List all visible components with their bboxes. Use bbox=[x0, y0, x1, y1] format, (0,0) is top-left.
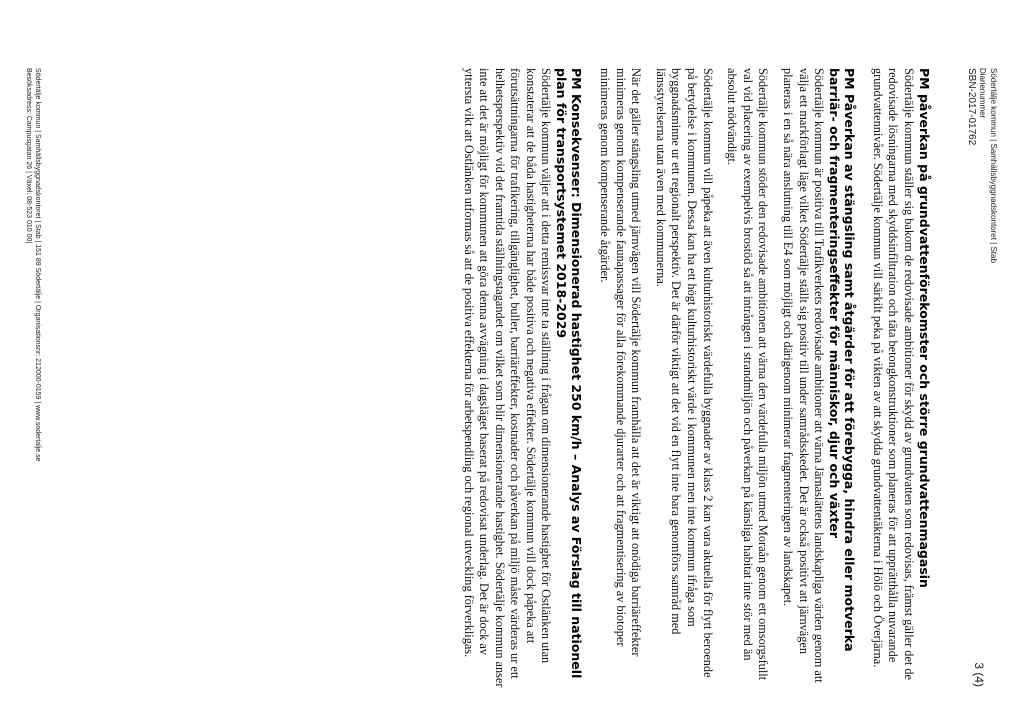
section-heading: PM Konsekvenser: Dimensionerad hastighet 250 km/h – Analys av Förslag till nationell plan för transportsystemet 2018-2029 bbox=[554, 68, 585, 679]
footer-visit-line: Besöksadress: Campusgatan 26 | Växel: 08-523 010 00| bbox=[25, 68, 32, 244]
page-number: 3 (4) bbox=[972, 662, 986, 687]
document-body bbox=[448, 68, 932, 688]
page-footer bbox=[24, 68, 42, 688]
paragraph: Södertälje kommun väljer att i detta remissvar inte ta ställning i frågan om dimensionerande hastighet för Ostlänken utan konstaterar att de båda hastigheterna har både positiva och negativa effekter. Södertälje kommun vill dock påpeka att förutsättningarna för trafikering, tillgänglighet, buller, barriäreffekter, kostnader och påverkan på miljö måste värderas ur ett helhetsperspektiv vid det framtida ställningstagandet om vilket som blir dimensionerande hastighet. Södertälje kommun anser inte att det är möjligt för kommunen att göra denna avvägning i dagsläget baserat på redovisat underlag. Det är dock av yttersta vikt att Ostlänken utformas så att de positiva effekterna för arbetspendling och regional utveckling förverkligas. bbox=[461, 68, 554, 688]
paragraph: Södertälje kommun stöder den redovisade ambitionen att värna den värdefulla miljön utmed Moraån genom ett omsorgsfullt val vid placering av exempelvis brostöd så att intrången i strandmiljön och påverkan på känsliga habitat inte stör med än absolut nödvändigt. bbox=[725, 68, 771, 681]
section-heading: PM påverkan på grundvattenförekomster och större grundvattenmagasin bbox=[917, 68, 932, 588]
paragraph: Södertälje kommun är positiva till Trafikverkets redovisade ambitioner att värna Järnaslättens landskapliga värden genom att välja ett markförlagt läge vilket Södertälje ställt sig positiv till under samrådsskedet. Det är också positivt att järnvägen planeras i en så nära anslutning till E4 som möjligt och därigenom minimerar fragmenteringen av landskapet. bbox=[781, 68, 827, 683]
diarienummer-label: Diarienummer bbox=[978, 68, 987, 119]
paragraph: Södertälje kommun ställer sig bakom de redovisade ambitioner för skydd av grundvatten som redovisas, främst gäller det de redovisade lösningarna med skyddsinfiltration och täta betongkonstruktioner som planeras för att upprätthålla nuvarande grundvattennivåer. Södertälje kommun vill särkilt peka på vikten av att skydda grundvattentäkterna i Hölö och Överjärna. bbox=[870, 68, 916, 680]
section-hastighet bbox=[460, 68, 585, 688]
header-organization: Södertälje kommun | Samhällsbyggnadskontoret | Stab bbox=[989, 68, 998, 263]
paragraph: När det gäller stängsling utmed järnvägen vill Södertälje kommun framhålla att det är viktigt att onödiga barriäreffekter minimeras genom kompenserande faunapassager för alla förekommande djurarter och att fragmentisering av biotoper minimeras genom kompenserande åtgärder. bbox=[598, 68, 644, 657]
section-grundvatten bbox=[869, 68, 932, 688]
diarienummer-value: SBN-2017-01762 bbox=[966, 68, 977, 146]
section-heading: PM Påverkan av stängsling samt åtgärder för att förebygga, hindra eller motverka barriär- och fragmenteringseffekter för människor, djur och växter bbox=[827, 68, 858, 652]
footer-address-line: Södertälje kommun | Samhällsbyggnadskontoret | Stab | 151 89 Södertälje | Organisationsnr: 212000-0159 | www.sodertalje.se bbox=[34, 68, 41, 462]
paragraph: Södertälje kommun vill påpeka att även kulturhistoriskt värdefulla byggnader av klass 2 kan vara aktuella för flytt beroende på betydelse i kommunen. Dessa kan ha ett högt kulturhistoriskt värde i kommunen men inte kommun ifråga som byggnadsminne ur ett regionalt perspektiv. Det är därför viktigt att det vid en flytt inte bara genomförs samråd med länsstyrelserna utan även med kommunerna. bbox=[653, 68, 715, 678]
section-stangsling bbox=[597, 68, 858, 688]
